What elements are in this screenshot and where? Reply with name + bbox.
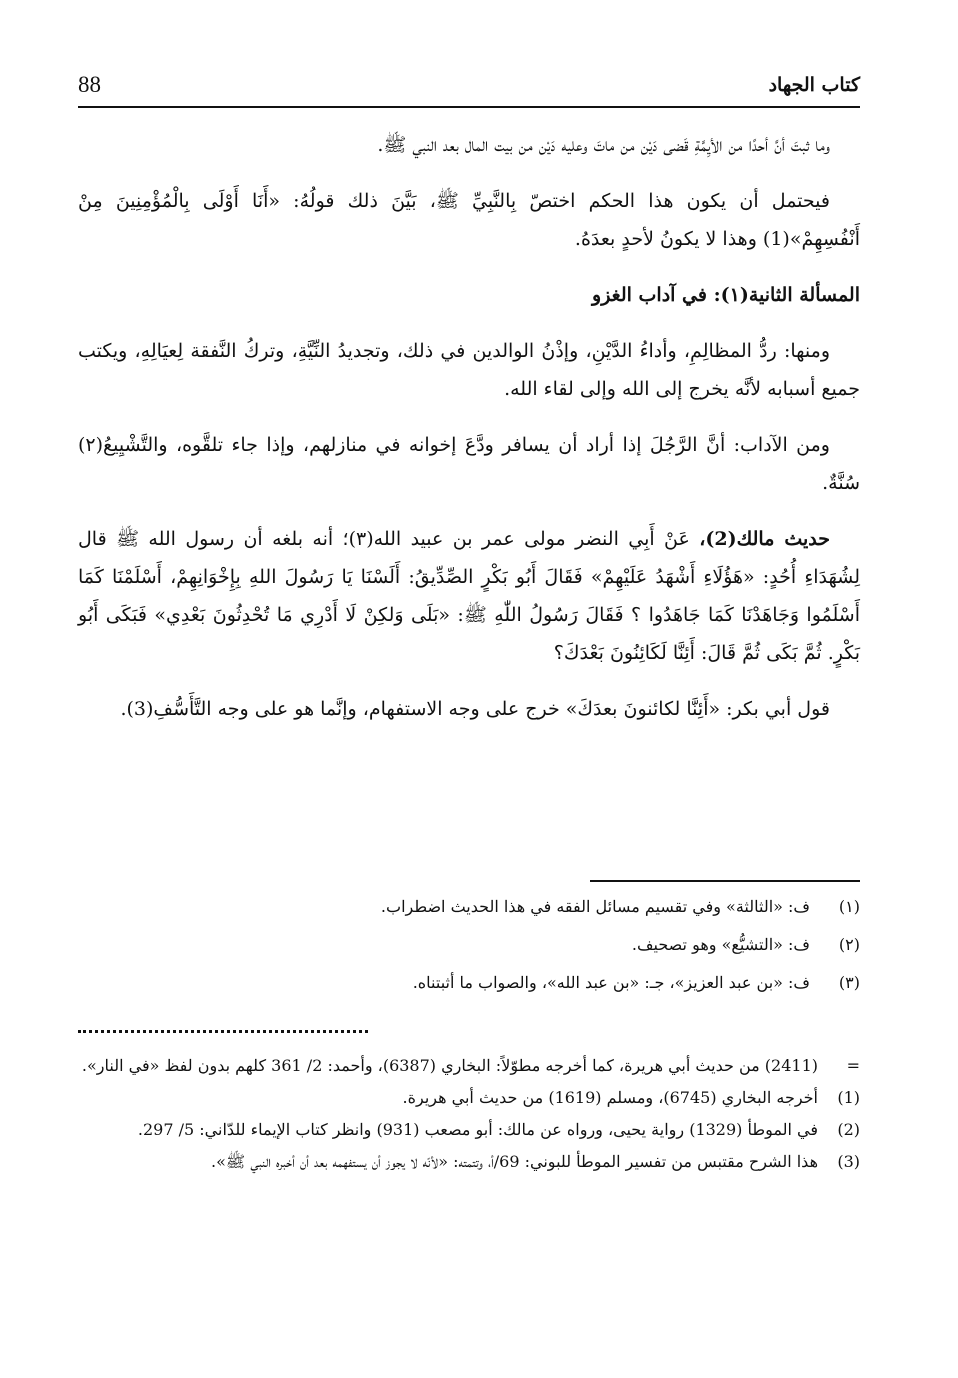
section-heading <box>78 276 860 314</box>
footnote-text: ف: «الثالثة» وفي تقسيم مسائل الفقه في هذا الحديث اضطراب. <box>380 897 810 916</box>
footnote-rule <box>590 880 860 882</box>
page-header <box>78 68 860 108</box>
footnote-mark: = <box>846 1056 860 1075</box>
commentary-footnotes <box>78 1052 860 1180</box>
hadith-title: حديث مالك(2)، <box>699 528 830 550</box>
footnote-text: هذا الشرح مقتبس من تفسير الموطأ للبوني: 69/أ، وتتمته: «لأنّه لا يجوز أن يستفهمه بعد أن أخبره النبي ﷺ». <box>211 1152 818 1171</box>
section-heading-title: المسألة الثانية(١): <box>713 284 860 306</box>
footnote-text: أخرجه البخاري (6745)، ومسلم (1619) من حديث أبي هريرة. <box>402 1088 818 1107</box>
footnote-item <box>78 894 860 920</box>
footnote-text: ف: «بن عبد العزيز»، جـ: «بن عبد الله»، والصواب ما أثبتناه. <box>412 973 810 992</box>
footnote-mark: (3) <box>837 1152 860 1171</box>
footnote-item <box>78 970 860 996</box>
footnote-mark: (٣) <box>838 973 860 992</box>
paragraph-1: وما ثبتَ أنَّ أحدًا من الأيِمَّةِ قَضى دَيْن من ماتَ وعليه دَيْن من بيت المال بعد النبي ﷺ. <box>377 134 830 156</box>
hadith-paragraph <box>78 520 860 672</box>
dotted-separator <box>78 1030 368 1033</box>
footnote-text: (2411) من حديث أبي هريرة، كما أخرجه مطوّلاً: البخاري (6387)، وأحمد: 2/ 361 كلهم بدون لفظ «في النار». <box>81 1056 818 1075</box>
paragraph-6: قول أبي بكر: «أَئِنَّا لكائنونَ بعدَكَ» خرج على وجه الاستفهام، وإنَّما هو على وجه التَّأَسُّفِ(3). <box>120 698 830 720</box>
footnote-item <box>78 932 860 958</box>
paragraph-2: فيحتمل أن يكون هذا الحكم اختصّ بِالنَّبِيِّ ﷺ، بَيَّنَ ذلك قولُهُ: «أَنَا أَوْلَى بِالْمُؤْمِنِينَ مِنْ أَنْفُسِهِمْ»(1) وهذا لا يكونُ لأحدٍ بعدَهُ. <box>78 190 860 250</box>
footnote-mark: (2) <box>837 1120 860 1139</box>
footnote-item <box>78 1084 860 1112</box>
paragraph-3: ومنها: ردُّ المظالِمِ، وأداءُ الدَّيْنِ، وإذْنُ الوالدين في ذلك، وتجديدُ النِّيَّةِ، وتركُ النَّفقة لِعيَالِهِ، ويكتب جميع أسبابه لأنَّه يخرج إلى الله وإلى لقاء الله. <box>78 340 860 400</box>
main-text <box>78 126 860 746</box>
footnote-item <box>78 1148 860 1176</box>
header-rule <box>78 106 860 108</box>
hadith-text: عَنْ أَبِي النضر مولى عمر بن عبيد الله(٣)؛ أنه بلغه أن رسول الله ﷺ قال لِشُهَدَاءِ أُحُدٍ: «هَؤُلَاءِ أَشْهَدُ عَلَيْهِمْ» فَقَالَ أَبُو بَكْرٍ الصِّدِّيقُ: أَلَسْنَا يَا رَسُولَ اللهِ بِإِخْوَانِهِمْ، أَسْلَمْنَا كَمَا أَسْلَمُوا وَجَاهَدْنَا كَمَا جَاهَدُوا ؟ فَقَالَ رَسُولُ اللّٰهِ ﷺ: «بَلَى وَلكِنْ لَا أَدْرِي مَا تُحْدِثُونَ بَعْدِي» فَبَكَى أَبُو بَكْرٍ. ثُمَّ بَكَى ثُمَّ قَالَ: أَئِنَّا لَكَائِنُونَ بَعْدَكَ؟ <box>78 528 860 664</box>
running-title: كتاب الجهاد <box>768 74 860 96</box>
editor-footnotes <box>78 880 860 1008</box>
footnote-text: ف: «التشيُّع» وهو تصحيف. <box>631 935 810 954</box>
footnote-item <box>78 1116 860 1144</box>
footnote-mark: (٢) <box>838 935 860 954</box>
footnote-mark: (1) <box>837 1088 860 1107</box>
section-heading-topic: في آداب الغزو <box>592 284 707 306</box>
paragraph-4: ومن الآداب: أنَّ الرَّجُلَ إذا أراد أن يسافر ودَّعَ إخوانه في منازلهم، وإذا جاء تلقَّوه، والتَّشْيِيعُ(٢) سُنَّةٌ. <box>78 434 860 494</box>
footnote-mark: (١) <box>838 897 860 916</box>
page-number: 88 <box>78 72 101 97</box>
footnote-text: في الموطأ (1329) رواية يحيى، ورواه عن مالك: أبو مصعب (931) وانظر كتاب الإيماء للدّاني: 5/ 297. <box>137 1120 818 1139</box>
footnote-item <box>78 1052 860 1080</box>
